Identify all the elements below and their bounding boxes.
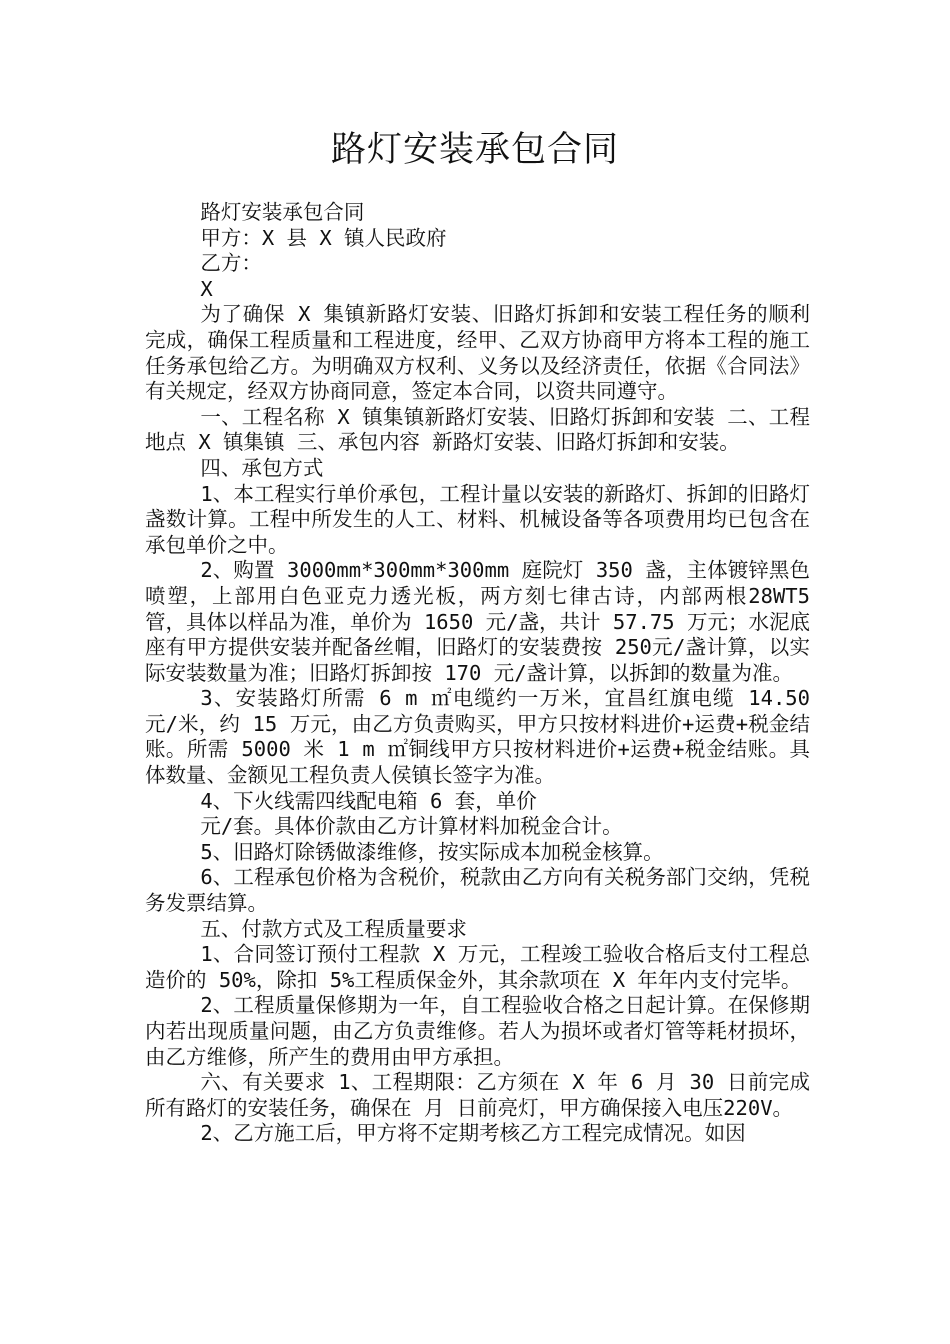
preamble-paragraph: 为了确保 X 集镇新路灯安装、旧路灯拆卸和安装工程任务的顺利完成，确保工程质量和工程进度，经甲、乙双方协商甲方将本工程的施工任务承包给乙方。为明确双方权利、义务以及经济责任，依据《合同法》有关规定，经双方协商同意，签定本合同，以资共同遵守。 [145, 302, 810, 404]
clause-5-2: 2、工程质量保修期为一年，自工程验收合格之日起计算。在保修期内若出现质量问题，由乙方负责维修。若人为损坏或者灯管等耗材损坏，由乙方维修，所产生的费用由甲方承担。 [145, 993, 810, 1069]
clause-4-5: 5、旧路灯除锈做漆维修，按实际成本加税金核算。 [200, 839, 664, 864]
document-body [145, 200, 810, 1147]
clause-4-4-continued: 元/套。具体价款由乙方计算材料加税金合计。 [200, 814, 623, 839]
party-b-name: X [200, 276, 213, 301]
clause-4-3: 3、安装路灯所需 6 m ㎡电缆约一万米，宜昌红旗电缆 14.50元/米，约 15 万元，由乙方负责购买，甲方只按材料进价+运费+税金结账。所需 5000 米 1 m ㎡铜线甲方只按材料进价+运费+税金结账。具体数量、金额见工程负责人侯镇长签字为准。 [145, 686, 810, 788]
party-a-line: 甲方：X 县 X 镇人民政府 [200, 225, 447, 250]
section-6-clause-1: 六、有关要求 1、工程期限：乙方须在 X 年 6 月 30 日前完成所有路灯的安装任务，确保在 月 日前亮灯，甲方确保接入电压220V。 [145, 1070, 810, 1120]
clause-4-6: 6、工程承包价格为含税价，税款由乙方向有关税务部门交纳，凭税务发票结算。 [145, 865, 810, 916]
section-1-3-paragraph: 一、工程名称 X 镇集镇新路灯安装、旧路灯拆卸和安装 二、工程地点 X 镇集镇 三、承包内容 新路灯安装、旧路灯拆卸和安装。 [145, 404, 810, 455]
section-4-heading: 四、承包方式 [200, 455, 324, 480]
party-b-line: 乙方： [200, 251, 262, 276]
document-title: 路灯安装承包合同 [330, 130, 619, 170]
clause-5-1: 1、合同签订预付工程款 X 万元，工程竣工验收合格后支付工程总造价的 50%，除扣 5%工程质保金外，其余款项在 X 年年内支付完毕。 [145, 942, 810, 992]
subtitle-line: 路灯安装承包合同 [200, 200, 365, 224]
clause-4-4: 4、下火线需四线配电箱 6 套，单价 [200, 788, 537, 813]
section-5-heading: 五、付款方式及工程质量要求 [200, 916, 467, 941]
clause-4-2: 2、购置 3000mm*300mm*300mm 庭院灯 350 盏，主体镀锌黑色喷塑，上部用白色亚克力透光板，两方刻七律古诗，内部两根28WT5 管，具体以样品为准，单价为 1650 元/盏，共计 57.75 万元；水泥底座有甲方提供安装并配备丝帽，旧路灯的安装费按 250元/盏计算，以实际安装数量为准；旧路灯拆卸按 170 元/盏计算，以拆卸的数量为准。 [145, 558, 810, 685]
section-6-clause-2: 2、乙方施工后，甲方将不定期考核乙方工程完成情况。如因 [200, 1121, 746, 1146]
clause-4-1: 1、本工程实行单价承包，工程计量以安装的新路灯、拆卸的旧路灯盏数计算。工程中所发生的人工、材料、机械设备等各项费用均已包含在承包单价之中。 [145, 481, 810, 557]
